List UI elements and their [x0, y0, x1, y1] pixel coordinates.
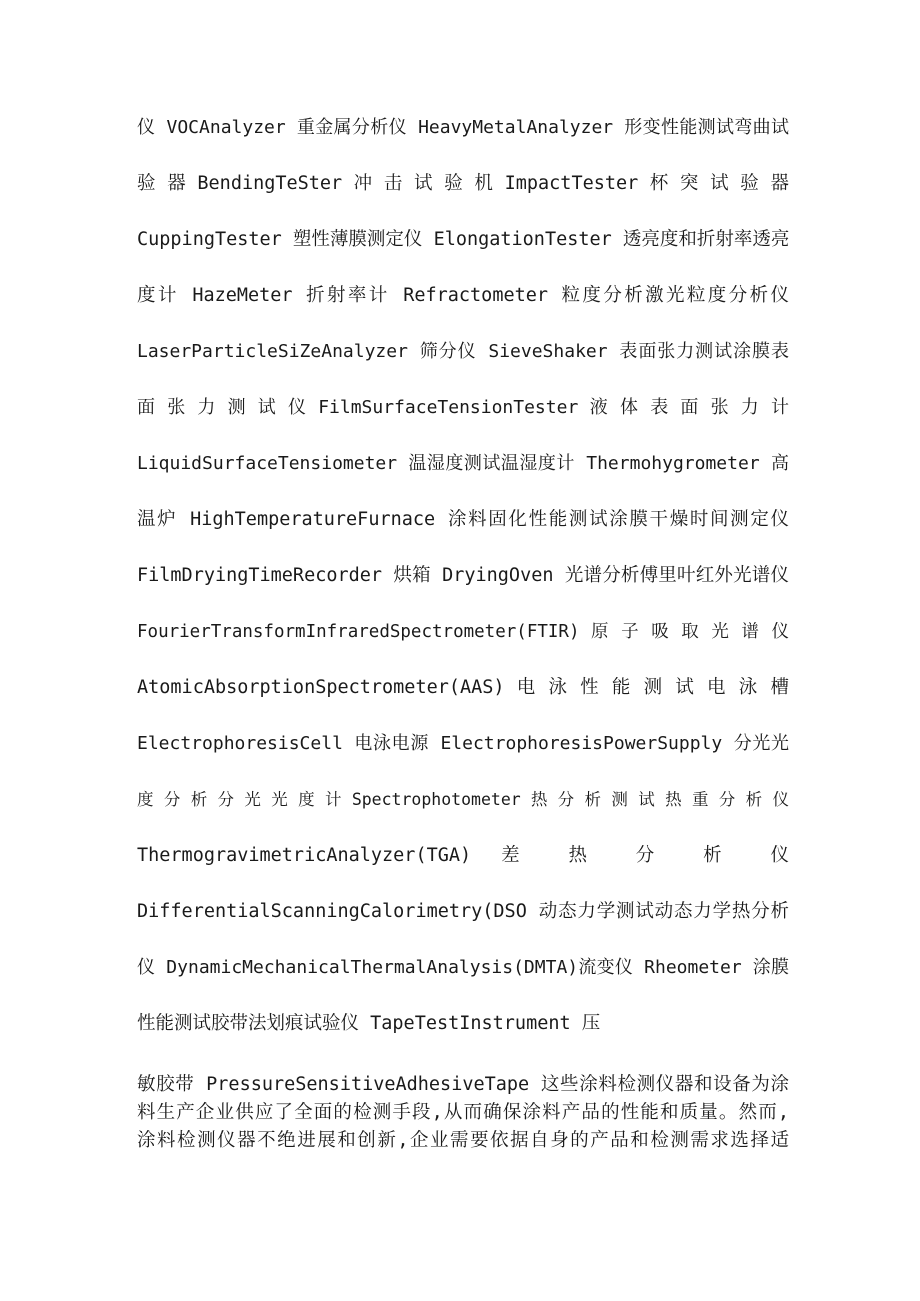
text-line: LiquidSurfaceTensiometer 温湿度测试温湿度计 Thermohygrometer 高 [137, 453, 789, 474]
text-line: 性能测试胶带法划痕试验仪 TapeTestInstrument 压 [137, 1013, 601, 1034]
text-line: 料生产企业供应了全面的检测手段,从而确保涂料产品的性能和质量。然而, [137, 1102, 789, 1123]
text-line: ThermogravimetricAnalyzer(TGA) 差 热 分 析 仪 [137, 845, 789, 866]
text-line: 仪 VOCAnalyzer 重金属分析仪 HeavyMetalAnalyzer 形变性能测试弯曲试 [137, 117, 789, 138]
text-line: LaserParticleSiZeAnalyzer 筛分仪 SieveShaker 表面张力测试涂膜表 [137, 341, 789, 362]
text-line: 仪 DynamicMechanicalThermalAnalysis(DMTA)流变仪 Rheometer 涂膜 [137, 957, 789, 978]
text-line: 涂料检测仪器不绝进展和创新,企业需要依据自身的产品和检测需求选择适 [137, 1130, 789, 1151]
text-line: FourierTransformInfraredSpectrometer(FTIR) 原 子 吸 取 光 谱 仪 [137, 622, 789, 642]
text-line: DifferentialScanningCalorimetry(DSO 动态力学测试动态力学热分析 [137, 901, 789, 922]
text-line: 温炉 HighTemperatureFurnace 涂料固化性能测试涂膜干燥时间测定仪 [137, 509, 789, 530]
text-line: CuppingTester 塑性薄膜测定仪 ElongationTester 透亮度和折射率透亮 [137, 229, 789, 250]
text-line: 验 器 BendingTeSter 冲 击 试 验 机 ImpactTester 杯 突 试 验 器 [137, 173, 789, 194]
text-line: AtomicAbsorptionSpectrometer(AAS) 电 泳 性 能 测 试 电 泳 槽 [137, 677, 789, 698]
text-line: 面 张 力 测 试 仪 FilmSurfaceTensionTester 液 体 表 面 张 力 计 [137, 397, 789, 418]
text-line: 敏胶带 PressureSensitiveAdhesiveTape 这些涂料检测仪器和设备为涂 [137, 1074, 789, 1095]
text-line: ElectrophoresisCell 电泳电源 ElectrophoresisPowerSupply 分光光 [137, 733, 789, 754]
text-line: 度计 HazeMeter 折射率计 Refractometer 粒度分析激光粒度分析仪 [137, 285, 789, 306]
text-line: 度 分 析 分 光 光 度 计 Spectrophotometer 热 分 析 测 试 热 重 分 析 仪 [137, 790, 789, 809]
text-line: FilmDryingTimeRecorder 烘箱 DryingOven 光谱分析傅里叶红外光谱仪 [137, 565, 789, 586]
